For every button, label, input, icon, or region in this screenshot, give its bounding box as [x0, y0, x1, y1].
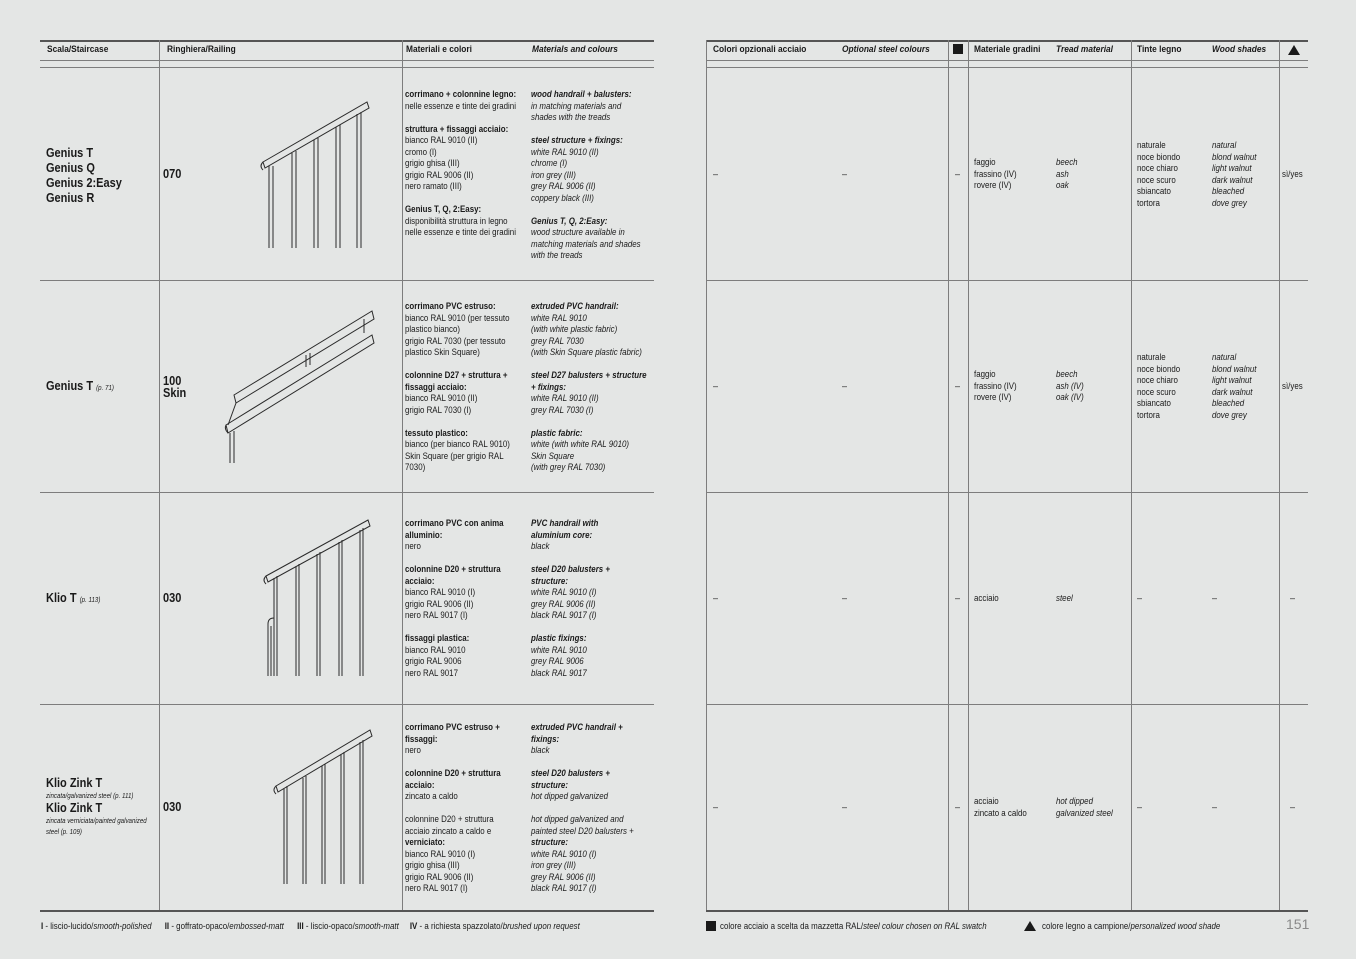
row-divider [40, 704, 654, 705]
column-divider [1279, 40, 1280, 910]
column-divider [706, 40, 707, 910]
steel-it-value: – [713, 381, 719, 391]
railing-code: 100 Skin [163, 374, 187, 400]
page-number: 151 [1286, 916, 1310, 932]
wood-it-value: naturale noce biondo noce chiaro noce scuro sbiancato tortora [1137, 352, 1181, 420]
square-symbol-icon [706, 921, 716, 931]
header-tread-it: Materiale gradini [974, 44, 1041, 55]
header-materials-en: Materials and colours [532, 44, 618, 55]
steel-en-value: – [842, 381, 848, 391]
steel-it-value: – [713, 593, 719, 603]
railing-code: 070 [163, 167, 182, 181]
steel-it-value: – [713, 169, 719, 179]
materials-en-text: extruded PVC handrail: white RAL 9010 (with white plastic fabric) grey RAL 7030 (with Skin Square plastic fabric) steel D27 balusters + structure + fixings: white RAL 9010 (II) grey RAL 7030 (I) plastic fabric: white (with white RAL 9010) Skin Square (with grey RAL 7030) [531, 301, 647, 472]
staircase-name: Klio Zink T [46, 776, 103, 790]
row-divider [706, 492, 1308, 493]
railing-070-drawing [255, 96, 380, 254]
row-divider [40, 280, 654, 281]
materials-it-text: corrimano + colonnine legno: nelle essenze e tinte dei gradini struttura + fissaggi acciaio: bianco RAL 9010 (II) cromo (I) grigio ghisa (III) grigio RAL 9006 (II) nero ramato (III) Genius T, Q, 2:Easy: disponibilità struttura in legno nelle essenze e tinte dei gradini [405, 89, 517, 237]
header-tread-en: Tread material [1056, 44, 1114, 55]
railing-code: 030 [163, 591, 182, 605]
triangle-value: sì/yes [1282, 381, 1303, 391]
staircase-name: Klio Zink T [46, 801, 103, 815]
steel-en-value: – [842, 802, 848, 812]
railing-030-drawing [258, 514, 380, 680]
staircase-subtitle: zincata verniciata/painted galvanized steel (p. 109) [46, 818, 147, 836]
header-top-rule [706, 40, 1308, 42]
wood-it-value: – [1137, 593, 1143, 603]
square-value: – [955, 593, 961, 603]
header-materials-it: Materiali e colori [406, 44, 472, 55]
triangle-value: sì/yes [1282, 169, 1303, 179]
triangle-value: – [1290, 593, 1296, 603]
header-wood-it: Tinte legno [1137, 44, 1182, 55]
tread-it-value: faggio frassino (IV) rovere (IV) [974, 369, 1017, 402]
tread-it-value: faggio frassino (IV) rovere (IV) [974, 157, 1017, 190]
column-divider [948, 40, 949, 910]
header-bottom-rule [706, 60, 1308, 61]
materials-en-text: PVC handrail with aluminium core: black steel D20 balusters + structure: white RAL 9010 (I) grey RAL 9006 (II) black RAL 9017 (I) plastic fixings: white RAL 9010 grey RAL 9006 black RAL 9017 [531, 518, 611, 678]
header-top-rule [40, 40, 654, 42]
square-symbol-icon [953, 44, 963, 54]
staircase-name: Genius T Genius Q Genius 2:Easy Genius R [46, 146, 122, 205]
railing-030-zink-drawing [270, 726, 380, 888]
tread-it-value: acciaio zincato a caldo [974, 796, 1027, 818]
wood-en-value: – [1212, 802, 1218, 812]
row-divider [40, 492, 654, 493]
materials-en-text: extruded PVC handrail + fixings: black steel D20 balusters + structure: hot dipped galvanized hot dipped galvanized and painted steel D20 balusters + structure: white RAL 9010 (I) iron grey (III) grey RAL 9006 (II) black RAL 9017 (I) [531, 722, 634, 893]
row-divider [706, 280, 1308, 281]
staircase-name: Genius T (p. 71) [46, 379, 114, 393]
materials-it-text: corrimano PVC estruso + fissaggi: nero colonnine D20 + struttura acciaio: zincato a caldo colonnine D20 + struttura acciaio zincato a caldo e verniciato: bianco RAL 9010 (I) grigio ghisa (III) grigio RAL 9006 (II) nero RAL 9017 (I) [405, 722, 501, 893]
wood-it-value: naturale noce biondo noce chiaro noce scuro sbiancato tortora [1137, 140, 1181, 208]
column-divider [402, 40, 403, 910]
wood-en-value: – [1212, 593, 1218, 603]
steel-en-value: – [842, 593, 848, 603]
railing-code: 030 [163, 800, 182, 814]
header-bottom-rule-2 [40, 67, 654, 68]
wood-it-value: – [1137, 802, 1143, 812]
wood-en-value: natural blond walnut light walnut dark walnut bleached dove grey [1212, 140, 1257, 208]
table-bottom-rule [706, 910, 1308, 912]
tread-en-value: beech ash oak [1056, 157, 1078, 190]
page-reference: (p. 71) [96, 385, 114, 392]
triangle-symbol-icon [1288, 45, 1300, 55]
header-bottom-rule-2 [706, 67, 1308, 68]
header-steel-en: Optional steel colours [842, 44, 930, 55]
tread-en-value: beech ash (IV) oak (IV) [1056, 369, 1084, 402]
staircase-name-block [46, 776, 147, 838]
header-bottom-rule [40, 60, 654, 61]
header-staircase: Scala/Staircase [47, 44, 109, 55]
materials-it-text: corrimano PVC con anima alluminio: nero colonnine D20 + struttura acciaio: bianco RAL 9010 (I) grigio RAL 9006 (II) nero RAL 9017 (I) fissaggi plastica: bianco RAL 9010 grigio RAL 9006 nero RAL 9017 [405, 518, 504, 678]
table-bottom-rule [40, 910, 654, 912]
row-divider [706, 704, 1308, 705]
finish-legend: I - liscio-lucido/smooth-polished II - goffrato-opaco/embossed-matt III - liscio-opaco/smooth-matt IV - a richiesta spazzolato/brushed upon request [41, 921, 580, 931]
header-railing: Ringhiera/Railing [167, 44, 236, 55]
triangle-value: – [1290, 802, 1296, 812]
page-reference: (p. 113) [79, 597, 101, 604]
triangle-symbol-icon [1024, 921, 1036, 931]
header-wood-en: Wood shades [1212, 44, 1267, 55]
column-divider [968, 40, 969, 910]
steel-it-value: – [713, 802, 719, 812]
header-steel-it: Colori opzionali acciaio [713, 44, 807, 55]
staircase-name: Klio T (p. 113) [46, 591, 101, 605]
column-divider [159, 40, 160, 910]
square-value: – [955, 802, 961, 812]
square-value: – [955, 169, 961, 179]
tread-it-value: acciaio [974, 593, 999, 603]
wood-en-value: natural blond walnut light walnut dark walnut bleached dove grey [1212, 352, 1257, 420]
railing-100-skin-drawing [222, 303, 382, 469]
staircase-subtitle: zincata/galvanized steel (p. 111) [46, 793, 134, 800]
column-divider [1131, 40, 1132, 910]
materials-en-text: wood handrail + balusters: in matching materials and shades with the treads steel structure + fixings: white RAL 9010 (II) chrome (I) iron grey (III) grey RAL 9006 (II) coppery black (III) Genius T, Q, 2:Easy: wood structure available in matching materials and shades with the treads [531, 89, 641, 260]
square-legend: colore acciaio a scelta da mazzetta RAL/steel colour chosen on RAL swatch [720, 921, 987, 931]
steel-en-value: – [842, 169, 848, 179]
materials-it-text: corrimano PVC estruso: bianco RAL 9010 (per tessuto plastico bianco) grigio RAL 7030 (per tessuto plastico Skin Square) colonnine D27 + struttura + fissaggi acciaio: bianco RAL 9010 (II) grigio RAL 7030 (I) tessuto plastico: bianco (per bianco RAL 9010) Skin Square (per grigio RAL 7030) [405, 301, 510, 472]
tread-en-value: hot dipped galvanized steel [1056, 796, 1113, 818]
tread-en-value: steel [1056, 593, 1073, 603]
triangle-legend: colore legno a campione/personalized wood shade [1042, 921, 1221, 931]
square-value: – [955, 381, 961, 391]
